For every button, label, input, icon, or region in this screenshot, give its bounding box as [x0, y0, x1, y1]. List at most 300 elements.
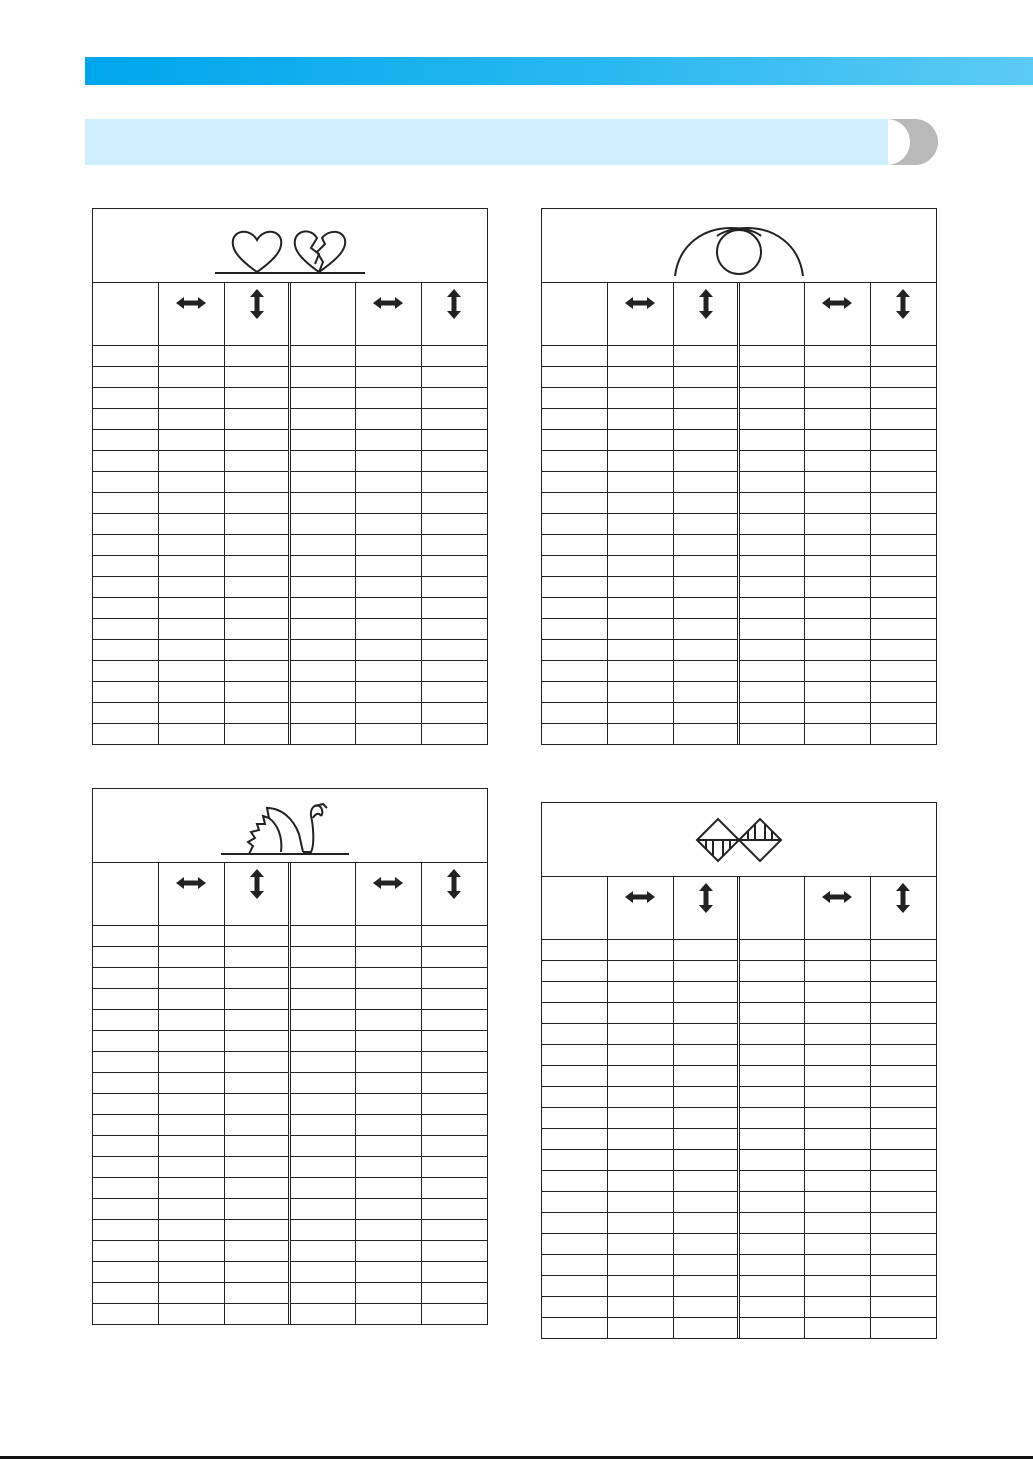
table-cell [159, 618, 225, 639]
table-cell [608, 1002, 674, 1023]
table-cell [159, 1177, 225, 1198]
table-cell [805, 576, 871, 597]
table-cell [93, 1009, 159, 1030]
table-cell [805, 366, 871, 387]
table-cell [290, 1198, 356, 1219]
table-cell [608, 1254, 674, 1275]
table-row [542, 1170, 936, 1191]
table-cell [608, 960, 674, 981]
width-arrow-icon [821, 296, 853, 310]
width-arrow-icon [624, 296, 656, 310]
table-cell [870, 492, 936, 513]
table-cell [421, 576, 487, 597]
table-cell [224, 492, 290, 513]
table-cell [159, 946, 225, 967]
table-cell [608, 1044, 674, 1065]
table-cell [224, 1135, 290, 1156]
table-cell [608, 1212, 674, 1233]
table-cell [421, 1093, 487, 1114]
table-cell [542, 450, 608, 471]
table-cell [542, 918, 608, 939]
table-cell [673, 618, 739, 639]
table-cell [159, 1261, 225, 1282]
table-cell [356, 1240, 422, 1261]
memo-card-arch-circle [541, 208, 937, 745]
table-cell [805, 960, 871, 981]
table-cell [870, 408, 936, 429]
table-cell [224, 576, 290, 597]
table-cell [542, 1317, 608, 1338]
table-cell [224, 1114, 290, 1135]
table-row [93, 429, 487, 450]
table-cell [356, 471, 422, 492]
table-cell [739, 660, 805, 681]
table-cell [608, 387, 674, 408]
table-row [542, 1002, 936, 1023]
table-cell [421, 925, 487, 946]
table-cell [870, 1086, 936, 1107]
table-row [542, 534, 936, 555]
card-header [93, 789, 487, 863]
table-row [93, 1030, 487, 1051]
table-cell [739, 639, 805, 660]
table-cell [608, 660, 674, 681]
table-cell [608, 450, 674, 471]
table-cell [356, 429, 422, 450]
width-arrow-icon [175, 296, 207, 310]
table-cell [805, 1170, 871, 1191]
table-cell [673, 366, 739, 387]
table-cell [356, 366, 422, 387]
card-header [93, 209, 487, 283]
table-cell [224, 1072, 290, 1093]
table-cell [159, 1219, 225, 1240]
table-row [542, 324, 936, 345]
table-cell [356, 702, 422, 723]
table-cell [739, 1170, 805, 1191]
table-cell [673, 1107, 739, 1128]
table-cell [356, 555, 422, 576]
length-arrow-icon [446, 288, 462, 320]
table-cell [421, 1261, 487, 1282]
table-row [93, 946, 487, 967]
table-cell [356, 1219, 422, 1240]
table-cell [356, 1303, 422, 1324]
table-cell [93, 1072, 159, 1093]
table-cell [608, 534, 674, 555]
table-cell [93, 387, 159, 408]
table-cell [93, 1219, 159, 1240]
table-cell [542, 939, 608, 960]
table-cell [608, 513, 674, 534]
hearts-pattern-icon [195, 214, 385, 278]
table-cell [608, 1191, 674, 1212]
table-row [542, 1233, 936, 1254]
length-arrow-icon [895, 288, 911, 320]
table-cell [805, 1191, 871, 1212]
header-cell [159, 283, 225, 324]
table-row [93, 450, 487, 471]
table-cell [159, 324, 225, 345]
table-cell [805, 555, 871, 576]
table-cell [805, 429, 871, 450]
table-cell [93, 576, 159, 597]
table-cell [159, 597, 225, 618]
table-cell [159, 1051, 225, 1072]
table-cell [421, 1177, 487, 1198]
table-cell [93, 513, 159, 534]
table-cell [224, 660, 290, 681]
table-cell [870, 1170, 936, 1191]
width-arrow-icon [372, 296, 404, 310]
table-cell [290, 946, 356, 967]
table-cell [673, 939, 739, 960]
table-cell [673, 597, 739, 618]
header-cell [805, 877, 871, 918]
diamonds-pattern-icon [689, 812, 789, 868]
table-cell [608, 681, 674, 702]
table-cell [673, 1128, 739, 1149]
table-cell [805, 723, 871, 744]
table-cell [542, 960, 608, 981]
table-row [93, 1009, 487, 1030]
header-cell [421, 863, 487, 904]
table-cell [870, 1002, 936, 1023]
table-cell [870, 366, 936, 387]
table-cell [542, 1275, 608, 1296]
table-row [93, 904, 487, 925]
table-cell [421, 324, 487, 345]
table-cell [542, 1191, 608, 1212]
table-cell [159, 681, 225, 702]
table-cell [608, 576, 674, 597]
table-cell [224, 429, 290, 450]
table-cell [224, 387, 290, 408]
table-cell [93, 1135, 159, 1156]
table-cell [290, 408, 356, 429]
table-cell [608, 981, 674, 1002]
table-cell [159, 345, 225, 366]
table-cell [608, 408, 674, 429]
table-cell [870, 387, 936, 408]
table-cell [673, 345, 739, 366]
table-cell [870, 450, 936, 471]
table-cell [870, 660, 936, 681]
table-cell [673, 1044, 739, 1065]
table-cell [224, 967, 290, 988]
table-cell [356, 946, 422, 967]
table-row [542, 471, 936, 492]
table-row [542, 681, 936, 702]
table-cell [290, 597, 356, 618]
table-cell [421, 723, 487, 744]
table-cell [159, 967, 225, 988]
table-cell [159, 1093, 225, 1114]
table-cell [93, 904, 159, 925]
table-row [542, 1149, 936, 1170]
table-cell [739, 960, 805, 981]
header-cell [673, 283, 739, 324]
table-row [542, 1275, 936, 1296]
table-cell [542, 639, 608, 660]
stitch-memo-table [93, 863, 487, 1324]
table-cell [739, 1023, 805, 1044]
header-cell [870, 283, 936, 324]
table-cell [159, 1156, 225, 1177]
table-cell [224, 1030, 290, 1051]
table-cell [290, 1156, 356, 1177]
table-cell [805, 1065, 871, 1086]
table-cell [421, 702, 487, 723]
table-cell [739, 681, 805, 702]
table-cell [224, 450, 290, 471]
table-cell [805, 1317, 871, 1338]
length-arrow-icon [698, 288, 714, 320]
table-row [93, 1177, 487, 1198]
table-cell [673, 1002, 739, 1023]
table-cell [542, 1233, 608, 1254]
header-color-bar [85, 57, 1033, 85]
table-cell [421, 681, 487, 702]
width-arrow-icon [372, 876, 404, 890]
table-cell [542, 1254, 608, 1275]
table-cell [673, 492, 739, 513]
stitch-memo-table [542, 283, 936, 744]
table-cell [290, 1303, 356, 1324]
memo-card-hearts [92, 208, 488, 745]
table-cell [673, 918, 739, 939]
table-cell [608, 555, 674, 576]
table-cell [421, 1009, 487, 1030]
table-cell [421, 967, 487, 988]
memo-card-diamonds [541, 802, 937, 1339]
table-cell [739, 492, 805, 513]
table-row [542, 1296, 936, 1317]
table-cell [542, 576, 608, 597]
table-cell [356, 597, 422, 618]
table-cell [356, 1093, 422, 1114]
table-cell [290, 429, 356, 450]
table-cell [224, 471, 290, 492]
table-cell [93, 1198, 159, 1219]
table-header-row [93, 863, 487, 904]
table-row [542, 1086, 936, 1107]
table-cell [159, 723, 225, 744]
table-cell [224, 324, 290, 345]
table-cell [739, 1275, 805, 1296]
table-cell [93, 345, 159, 366]
table-cell [356, 324, 422, 345]
table-cell [421, 345, 487, 366]
table-cell [608, 471, 674, 492]
table-row [542, 345, 936, 366]
table-cell [608, 492, 674, 513]
table-cell [159, 1282, 225, 1303]
table-cell [421, 1282, 487, 1303]
table-cell [421, 492, 487, 513]
table-cell [739, 1107, 805, 1128]
table-cell [739, 534, 805, 555]
table-row [93, 408, 487, 429]
table-cell [356, 1135, 422, 1156]
table-cell [224, 513, 290, 534]
table-cell [673, 960, 739, 981]
table-cell [93, 681, 159, 702]
table-cell [805, 618, 871, 639]
table-row [93, 639, 487, 660]
table-row [542, 1044, 936, 1065]
table-cell [870, 555, 936, 576]
table-cell [224, 1303, 290, 1324]
table-cell [805, 1128, 871, 1149]
table-cell [542, 681, 608, 702]
table-cell [739, 450, 805, 471]
table-cell [542, 471, 608, 492]
table-cell [805, 471, 871, 492]
table-cell [224, 345, 290, 366]
table-cell [224, 597, 290, 618]
table-cell [805, 1275, 871, 1296]
table-cell [421, 1303, 487, 1324]
table-cell [356, 639, 422, 660]
table-header-row [542, 877, 936, 918]
table-cell [159, 1198, 225, 1219]
table-cell [224, 1240, 290, 1261]
header-cell [290, 863, 356, 904]
table-cell [290, 904, 356, 925]
table-cell [421, 1051, 487, 1072]
table-cell [421, 1135, 487, 1156]
table-cell [421, 946, 487, 967]
table-cell [542, 534, 608, 555]
table-cell [739, 1128, 805, 1149]
table-cell [159, 702, 225, 723]
table-cell [93, 1282, 159, 1303]
table-cell [542, 513, 608, 534]
table-cell [673, 1254, 739, 1275]
table-cell [870, 681, 936, 702]
table-cell [93, 1240, 159, 1261]
header-cell [739, 283, 805, 324]
table-cell [739, 702, 805, 723]
table-row [93, 1156, 487, 1177]
table-cell [608, 324, 674, 345]
table-cell [870, 1212, 936, 1233]
table-cell [290, 925, 356, 946]
table-cell [739, 981, 805, 1002]
table-cell [290, 618, 356, 639]
table-cell [159, 450, 225, 471]
table-cell [673, 1233, 739, 1254]
table-cell [159, 429, 225, 450]
table-row [93, 925, 487, 946]
table-cell [542, 429, 608, 450]
table-cell [356, 1009, 422, 1030]
table-cell [870, 534, 936, 555]
table-cell [542, 1212, 608, 1233]
table-cell [805, 345, 871, 366]
table-cell [290, 1072, 356, 1093]
table-cell [224, 366, 290, 387]
table-row [542, 1191, 936, 1212]
table-cell [542, 1044, 608, 1065]
table-cell [805, 324, 871, 345]
table-row [93, 681, 487, 702]
table-row [93, 345, 487, 366]
table-cell [805, 387, 871, 408]
table-cell [93, 988, 159, 1009]
table-cell [542, 1002, 608, 1023]
table-cell [224, 1261, 290, 1282]
table-cell [159, 471, 225, 492]
table-cell [356, 967, 422, 988]
table-cell [608, 639, 674, 660]
table-cell [673, 1065, 739, 1086]
table-cell [870, 1149, 936, 1170]
header-cell [356, 863, 422, 904]
table-cell [542, 345, 608, 366]
section-banner-tab [864, 119, 910, 165]
table-cell [805, 1107, 871, 1128]
table-cell [739, 387, 805, 408]
table-cell [290, 345, 356, 366]
table-cell [290, 324, 356, 345]
header-cell [159, 863, 225, 904]
table-row [542, 660, 936, 681]
table-cell [739, 723, 805, 744]
table-cell [805, 1212, 871, 1233]
table-cell [93, 597, 159, 618]
header-cell [224, 283, 290, 324]
table-row [93, 1303, 487, 1324]
table-cell [356, 1177, 422, 1198]
table-cell [673, 1086, 739, 1107]
table-cell [542, 660, 608, 681]
table-cell [542, 723, 608, 744]
table-cell [739, 1002, 805, 1023]
table-cell [290, 1177, 356, 1198]
table-cell [224, 988, 290, 1009]
table-cell [224, 1051, 290, 1072]
table-cell [93, 408, 159, 429]
table-cell [224, 1156, 290, 1177]
table-cell [805, 1044, 871, 1065]
table-cell [608, 345, 674, 366]
table-cell [870, 1107, 936, 1128]
table-cell [290, 967, 356, 988]
table-row [542, 450, 936, 471]
table-cell [673, 723, 739, 744]
table-cell [356, 925, 422, 946]
table-cell [290, 1093, 356, 1114]
table-row [542, 1107, 936, 1128]
header-cell [542, 877, 608, 918]
length-arrow-icon [698, 882, 714, 914]
table-cell [421, 513, 487, 534]
table-cell [159, 904, 225, 925]
card-header [542, 803, 936, 877]
table-cell [93, 1051, 159, 1072]
header-cell [673, 877, 739, 918]
table-cell [870, 324, 936, 345]
table-row [93, 1135, 487, 1156]
table-row [542, 918, 936, 939]
table-cell [608, 939, 674, 960]
table-cell [356, 988, 422, 1009]
table-cell [673, 534, 739, 555]
table-row [93, 1240, 487, 1261]
table-cell [224, 1009, 290, 1030]
